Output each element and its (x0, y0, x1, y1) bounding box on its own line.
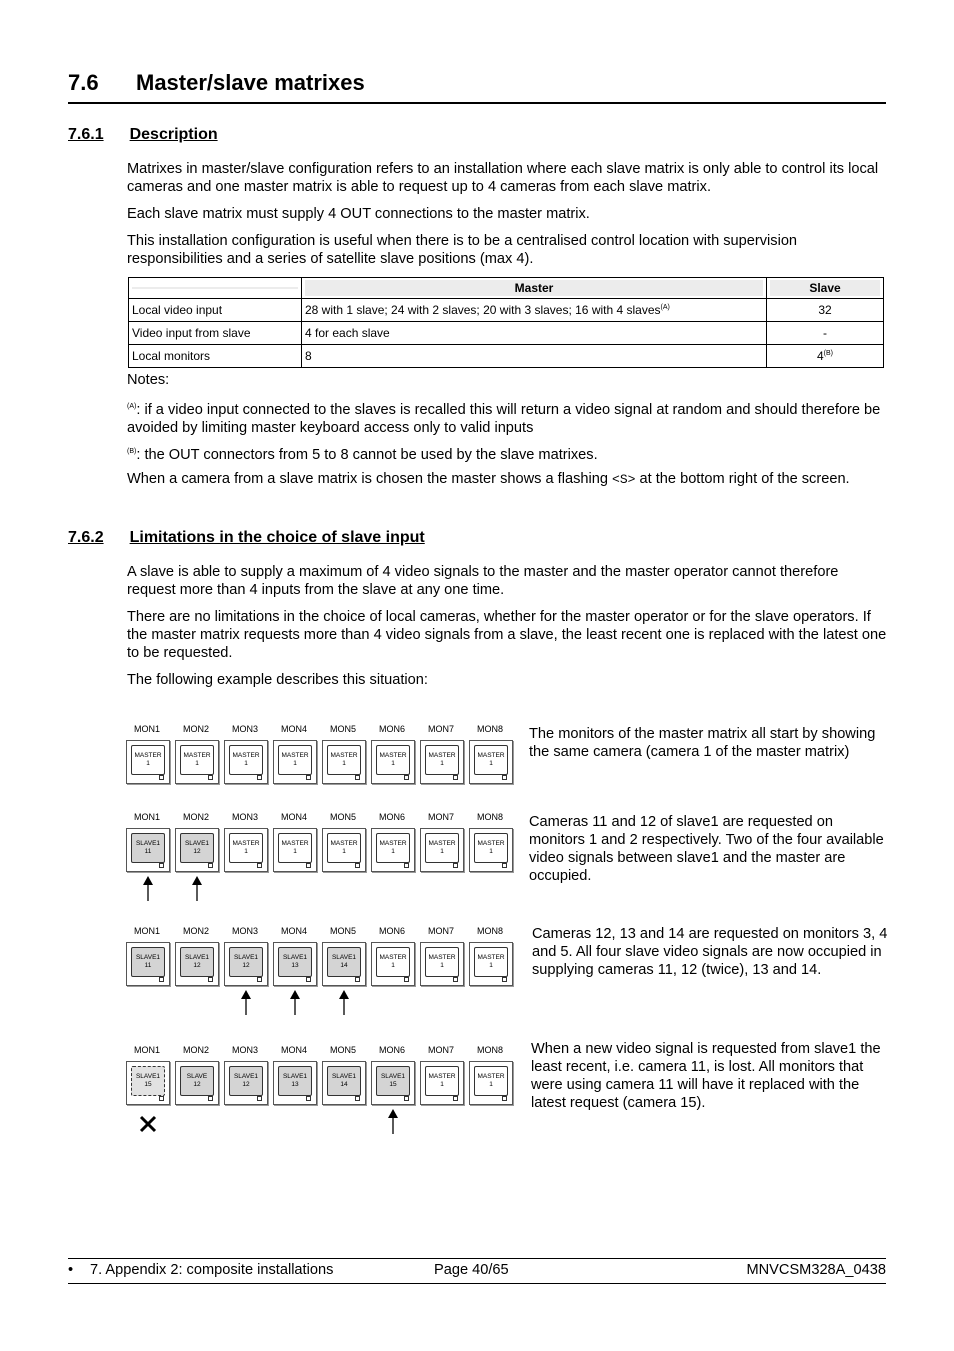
monitor-label: MON5 (329, 724, 356, 734)
monitor-screen (327, 1066, 361, 1096)
monitor-led-icon (355, 775, 360, 780)
screen-source: MASTER (477, 840, 505, 847)
screen-camera: 1 (391, 760, 395, 767)
monitor-screen (229, 745, 263, 775)
monitor-screen (474, 833, 508, 863)
monitor-label: MON3 (231, 1045, 258, 1055)
note-b: $^{(B)}$: the OUT connectors from 5 to 8 cannot be used by the slave matrixes. (127, 446, 598, 463)
monitor-led-icon (306, 1096, 311, 1101)
table-header-row (129, 278, 884, 299)
screen-source: MASTER (134, 752, 162, 759)
monitor-label: MON7 (427, 1045, 454, 1055)
monitor-icon (126, 740, 170, 784)
screen-source: SLAVE1 (184, 840, 210, 847)
table-cell: 4 for each slave (302, 322, 767, 345)
monitor-label: MON8 (476, 1045, 503, 1055)
table-row (129, 299, 884, 322)
screen-source: MASTER (379, 954, 407, 961)
intro-paragraph-3: This installation configuration is useful when there is to be a centralised control location with supervision responsibilities and a series of satellite slave positions (max 4). (127, 233, 798, 267)
monitor-icon (322, 942, 366, 986)
monitor-screen (180, 1066, 214, 1096)
table-header-cell: Master (302, 278, 767, 299)
monitor-led-icon (355, 1096, 360, 1101)
monitor-icon (469, 942, 513, 986)
monitor-icon (273, 1061, 317, 1105)
monitor-screen (376, 1066, 410, 1096)
table-cell: Local monitors (129, 345, 302, 368)
screen-camera: 13 (291, 1081, 299, 1088)
screen-camera: 1 (293, 760, 297, 767)
screen-source: MASTER (428, 1073, 456, 1080)
table-cell: 32 (767, 299, 884, 322)
monitor-icon (273, 740, 317, 784)
screen-camera: 1 (391, 848, 395, 855)
up-arrow-icon (288, 990, 302, 1016)
monitor-screen (180, 947, 214, 977)
table-cell: Video input from slave (129, 322, 302, 345)
screen-camera: 1 (391, 962, 395, 969)
screen-source: MASTER (428, 752, 456, 759)
monitor-icon (224, 1061, 268, 1105)
monitor-led-icon (159, 977, 164, 982)
monitor-screen (278, 745, 312, 775)
monitor-screen (425, 833, 459, 863)
monitor-led-icon (208, 1096, 213, 1101)
screen-camera: 14 (340, 1081, 348, 1088)
table-cell: 28 with 1 slave; 24 with 2 slaves; 20 with 3 slaves; 16 with 4 slaves$^{(A)}$ (302, 299, 767, 322)
monitor-label: MON6 (378, 724, 405, 734)
monitor-label: MON7 (427, 926, 454, 936)
monitor-icon (322, 740, 366, 784)
monitor-label: MON2 (182, 1045, 209, 1055)
monitor-led-icon (208, 863, 213, 868)
monitor-label: MON5 (329, 1045, 356, 1055)
monitor-screen (376, 745, 410, 775)
monitor-screen (131, 745, 165, 775)
monitor-icon (371, 740, 415, 784)
monitor-led-icon (453, 863, 458, 868)
screen-source: SLAVE1 (331, 954, 357, 961)
screen-camera: 1 (244, 760, 248, 767)
monitor-led-icon (257, 977, 262, 982)
monitor-led-icon (502, 863, 507, 868)
monitor-led-icon (306, 863, 311, 868)
monitor-icon (175, 740, 219, 784)
monitor-screen (474, 745, 508, 775)
section-number: 7.6.1 (68, 126, 104, 143)
monitor-icon (371, 942, 415, 986)
monitor-label: MON4 (280, 1045, 307, 1055)
monitor-screen (229, 833, 263, 863)
monitor-label: MON8 (476, 724, 503, 734)
monitor-icon (420, 828, 464, 872)
monitor-label: MON1 (133, 926, 160, 936)
monitor-row (125, 724, 515, 824)
monitor-icon (273, 942, 317, 986)
monitor-screen (425, 745, 459, 775)
monitor-icon (126, 1061, 170, 1105)
monitor-label: MON6 (378, 926, 405, 936)
footer-bullet: • (68, 1262, 74, 1278)
screen-camera: 12 (193, 848, 201, 855)
screen-camera: 12 (193, 1081, 201, 1088)
screen-source: SLAVE1 (233, 1073, 259, 1080)
heading-title: Master/slave matrixes (136, 70, 365, 95)
monitor-label: MON5 (329, 926, 356, 936)
screen-source: MASTER (183, 752, 211, 759)
screen-source: SLAVE1 (184, 954, 210, 961)
note-a: $^{(A)}$: if a video input connected to the slaves is recalled this will return a video signal at random and should therefore be avoided by limiting master keyboard access only to valid inputs (127, 401, 881, 436)
screen-source: SLAVE1 (380, 1073, 406, 1080)
monitor-screen (327, 947, 361, 977)
monitor-led-icon (502, 977, 507, 982)
footer-chapter: 7. Appendix 2: composite installations (90, 1262, 334, 1278)
section-heading-description (68, 126, 218, 144)
monitor-label: MON4 (280, 724, 307, 734)
monitor-label: MON6 (378, 1045, 405, 1055)
monitor-screen (376, 833, 410, 863)
screen-camera: 1 (489, 1081, 493, 1088)
screen-camera: 13 (291, 962, 299, 969)
monitor-screen (180, 745, 214, 775)
screen-source: MASTER (428, 840, 456, 847)
footer-page: Page 40/65 (434, 1262, 509, 1278)
monitor-screen (131, 1066, 165, 1096)
monitor-label: MON4 (280, 926, 307, 936)
screen-source: MASTER (232, 752, 260, 759)
monitor-icon (469, 740, 513, 784)
monitor-screen (131, 833, 165, 863)
screen-camera: 1 (440, 1081, 444, 1088)
monitor-screen (278, 833, 312, 863)
monitor-label: MON1 (133, 1045, 160, 1055)
screen-camera: 1 (195, 760, 199, 767)
monitor-label: MON3 (231, 724, 258, 734)
monitor-led-icon (453, 1096, 458, 1101)
monitor-icon (322, 828, 366, 872)
table-header-cell (129, 278, 302, 299)
monitor-icon (273, 828, 317, 872)
screen-camera: 15 (144, 1081, 152, 1088)
monitor-led-icon (404, 863, 409, 868)
monitor-screen (425, 947, 459, 977)
screen-source: SLAVE1 (233, 954, 259, 961)
monitor-led-icon (306, 775, 311, 780)
monitor-led-icon (257, 1096, 262, 1101)
screen-source: SLAVE1 (331, 1073, 357, 1080)
monitor-led-icon (355, 863, 360, 868)
monitor-label: MON1 (133, 724, 160, 734)
monitor-label: MON4 (280, 812, 307, 822)
monitor-screen (474, 947, 508, 977)
monitor-screen (229, 947, 263, 977)
table-cell: 8 (302, 345, 767, 368)
monitor-led-icon (208, 977, 213, 982)
monitor-led-icon (453, 977, 458, 982)
screen-source: MASTER (477, 1073, 505, 1080)
monitor-icon (420, 740, 464, 784)
section-title: Description (129, 126, 218, 143)
monitor-icon (224, 740, 268, 784)
screen-source: SLAVE1 (282, 1073, 308, 1080)
monitor-label: MON6 (378, 812, 405, 822)
screen-source: SLAVE1 (135, 1073, 161, 1080)
monitor-icon (126, 942, 170, 986)
screen-camera: 1 (342, 760, 346, 767)
monitor-led-icon (159, 775, 164, 780)
up-arrow-icon (239, 990, 253, 1016)
monitor-led-icon (404, 1096, 409, 1101)
monitor-row (125, 812, 515, 912)
screen-camera: 1 (293, 848, 297, 855)
page-footer (68, 1258, 886, 1284)
page-heading (68, 70, 886, 104)
monitor-screen (327, 833, 361, 863)
monitor-label: MON2 (182, 724, 209, 734)
monitor-icon (224, 828, 268, 872)
monitor-icon (371, 828, 415, 872)
table-row (129, 322, 884, 345)
monitor-screen (474, 1066, 508, 1096)
monitor-led-icon (502, 775, 507, 780)
screen-source: SLAVE1 (135, 954, 161, 961)
example-description: The monitors of the master matrix all start by showing the same camera (camera 1 of the master matrix) (529, 726, 876, 760)
screen-camera: 1 (489, 848, 493, 855)
screen-source: SLAVE1 (282, 954, 308, 961)
monitor-led-icon (159, 1096, 164, 1101)
monitor-row (125, 926, 515, 1026)
monitor-label: MON8 (476, 926, 503, 936)
screen-source: MASTER (281, 840, 309, 847)
monitor-screen (327, 745, 361, 775)
screen-source: SLAVE1 (135, 840, 161, 847)
screen-camera: 1 (489, 962, 493, 969)
monitor-led-icon (404, 775, 409, 780)
monitor-icon (420, 1061, 464, 1105)
screen-camera: 1 (342, 848, 346, 855)
screen-source: MASTER (379, 752, 407, 759)
monitor-row (125, 1045, 515, 1145)
monitor-icon (175, 1061, 219, 1105)
up-arrow-icon (386, 1109, 400, 1135)
table-cell: Local video input (129, 299, 302, 322)
screen-camera: 1 (489, 760, 493, 767)
table-cell: - (767, 322, 884, 345)
section-number: 7.6.2 (68, 529, 104, 546)
screen-camera: 12 (242, 962, 250, 969)
screen-camera: 1 (440, 760, 444, 767)
monitor-led-icon (453, 775, 458, 780)
screen-camera: 1 (244, 848, 248, 855)
table-cell: $4^{(B)}$ (767, 345, 884, 368)
monitor-led-icon (208, 775, 213, 780)
monitor-led-icon (306, 977, 311, 982)
monitor-icon (371, 1061, 415, 1105)
notes-label: Notes: (127, 372, 170, 388)
up-arrow-icon (337, 990, 351, 1016)
intro-paragraph-1: Matrixes in master/slave configuration refers to an installation where each slave matrix is only able to control its local cameras and one master matrix is able to request up to 4 cameras from each slave matrix. (127, 161, 879, 195)
monitor-label: MON1 (133, 812, 160, 822)
limits-paragraph-2: There are no limitations in the choice of local cameras, whether for the master operator or for the slave operators. If the master matrix requests more than 4 video signals from a slave, the least recent one is replaced with the latest one to be requested. (127, 609, 887, 661)
example-description: Cameras 11 and 12 of slave1 are requested on monitors 1 and 2 respectively. Two of the four available video signals between slave1 and the master are occupied. (529, 814, 884, 884)
monitor-screen (425, 1066, 459, 1096)
monitor-led-icon (257, 775, 262, 780)
screen-camera: 14 (340, 962, 348, 969)
monitor-icon (126, 828, 170, 872)
monitor-led-icon (355, 977, 360, 982)
screen-source: MASTER (330, 752, 358, 759)
cross-icon (139, 1115, 157, 1133)
monitor-icon (420, 942, 464, 986)
up-arrow-icon (141, 876, 155, 902)
limits-paragraph-3: The following example describes this situation: (127, 672, 428, 688)
limits-paragraph-1: A slave is able to supply a maximum of 4 video signals to the master and the master operator cannot therefore request more than 4 inputs from the slave at any one time. (127, 564, 839, 598)
monitor-label: MON3 (231, 926, 258, 936)
section-heading-limitations (68, 529, 425, 547)
intro-paragraph-2: Each slave matrix must supply 4 OUT connections to the master matrix. (127, 206, 590, 222)
footer-doc-code: MNVCSM328A_0438 (746, 1262, 886, 1278)
screen-camera: 11 (144, 848, 152, 855)
screen-camera: 12 (193, 962, 201, 969)
monitor-screen (229, 1066, 263, 1096)
screen-camera: 1 (146, 760, 150, 767)
monitor-screen (131, 947, 165, 977)
flash-paragraph: When a camera from a slave matrix is chosen the master shows a flashing <S> at the bottom right of the screen. (127, 471, 850, 487)
screen-camera: 15 (389, 1081, 397, 1088)
monitor-label: MON2 (182, 812, 209, 822)
monitor-led-icon (502, 1096, 507, 1101)
monitor-screen (376, 947, 410, 977)
monitor-label: MON8 (476, 812, 503, 822)
monitor-label: MON3 (231, 812, 258, 822)
monitor-led-icon (404, 977, 409, 982)
monitor-screen (180, 833, 214, 863)
monitor-icon (175, 828, 219, 872)
table-header-cell: Slave (767, 278, 884, 299)
screen-source: MASTER (281, 752, 309, 759)
monitor-screen (278, 1066, 312, 1096)
screen-source: MASTER (428, 954, 456, 961)
monitor-led-icon (159, 863, 164, 868)
monitor-label: MON5 (329, 812, 356, 822)
monitor-label: MON7 (427, 812, 454, 822)
monitor-label: MON7 (427, 724, 454, 734)
spec-table (128, 277, 884, 368)
monitor-icon (469, 828, 513, 872)
monitor-label: MON2 (182, 926, 209, 936)
monitor-screen (278, 947, 312, 977)
table-row (129, 345, 884, 368)
screen-camera: 11 (144, 962, 152, 969)
monitor-icon (175, 942, 219, 986)
example-description: Cameras 12, 13 and 14 are requested on monitors 3, 4 and 5. All four slave video signals are now occupied in supplying cameras 11, 12 (twice), 13 and 14. (532, 926, 888, 978)
screen-source: MASTER (477, 954, 505, 961)
monitor-icon (469, 1061, 513, 1105)
screen-camera: 1 (440, 848, 444, 855)
example-description: When a new video signal is requested from slave1 the least recent, i.e. camera 11, is lost. All monitors that were using camera 11 will have it replaced with the latest request (camera 15). (531, 1041, 881, 1111)
screen-source: SLAVE (186, 1073, 208, 1080)
screen-camera: 1 (440, 962, 444, 969)
screen-source: MASTER (477, 752, 505, 759)
monitor-led-icon (257, 863, 262, 868)
screen-source: MASTER (232, 840, 260, 847)
monitor-icon (322, 1061, 366, 1105)
screen-source: MASTER (379, 840, 407, 847)
monitor-icon (224, 942, 268, 986)
up-arrow-icon (190, 876, 204, 902)
section-title: Limitations in the choice of slave input (129, 529, 425, 546)
screen-source: MASTER (330, 840, 358, 847)
heading-number: 7.6 (68, 70, 99, 95)
screen-camera: 12 (242, 1081, 250, 1088)
